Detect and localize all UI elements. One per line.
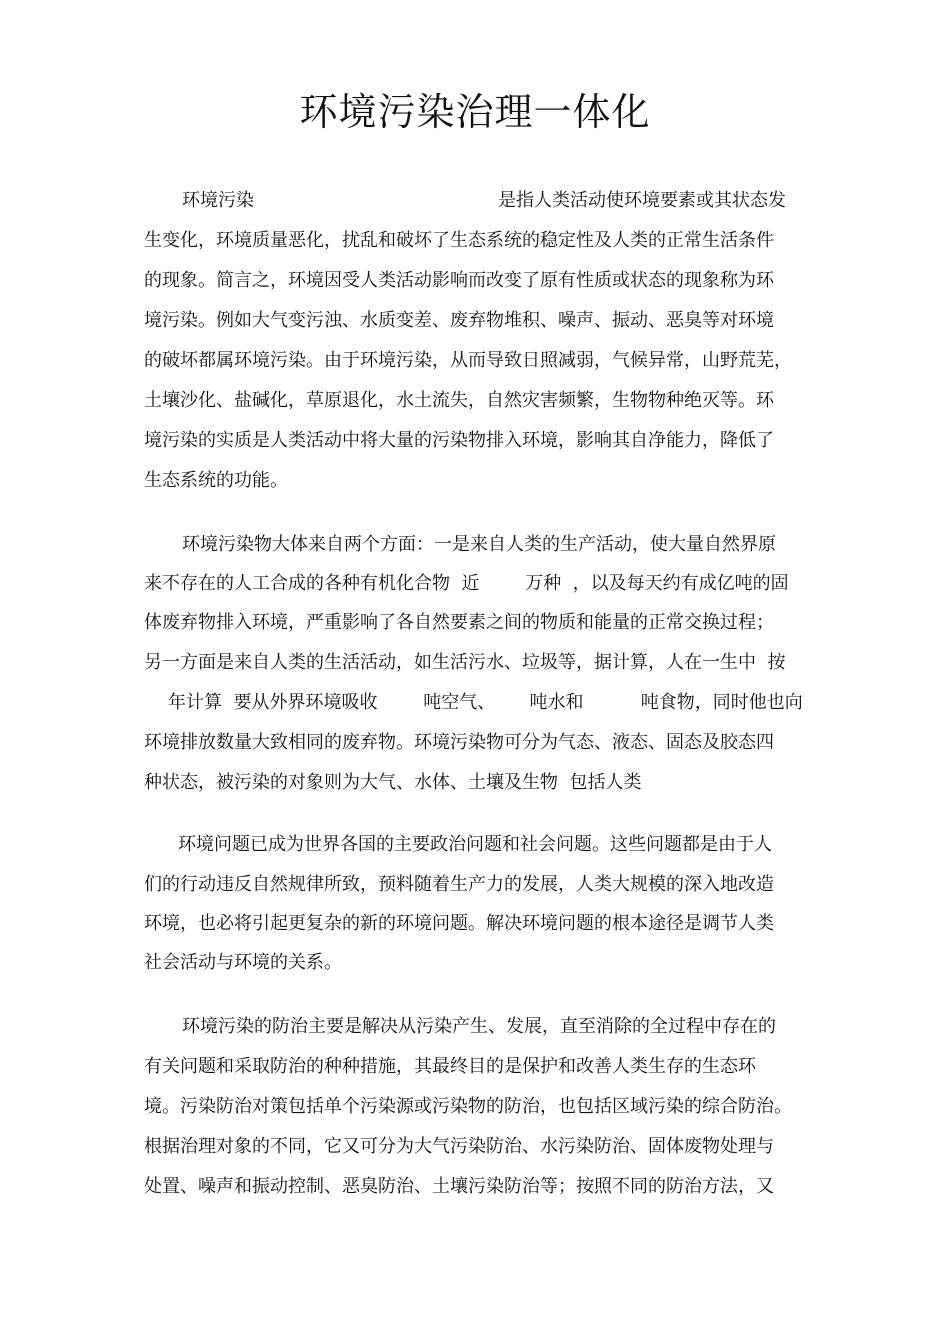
paragraph-4-line-1: 环境污染的防治主要是解决从污染产生、发展，直至消除的全过程中存在的 [182, 1016, 776, 1037]
paragraph-2-line-3: 体废弃物排入环境，严重影响了各自然要素之间的物质和能量的正常交换过程； [144, 612, 774, 633]
paragraph-2-line-2: 来不存在的人工合成的各种有机化合物 近 万种 ，以及每天约有成亿吨的固 [144, 573, 789, 594]
paragraph-1-line-3: 的现象。简言之，环境因受人类活动影响而改变了原有性质或状态的现象称为环 [144, 270, 774, 291]
paragraph-3-line-1: 环境问题已成为世界各国的主要政治问题和社会问题。这些问题都是由于人 [178, 834, 772, 855]
paragraph-4-line-2: 有关问题和采取防治的种种措施，其最终目的是保护和改善人类生存的生态环 [144, 1056, 756, 1077]
paragraph-2-line-4: 另一方面是来自人类的生活活动，如生活污水、垃圾等，据计算，人在一生中 按 [144, 652, 786, 673]
paragraph-1-line-4: 境污染。例如大气变污浊、水质变差、废弃物堆积、噪声、振动、恶臭等对环境 [144, 310, 774, 331]
paragraph-3-line-3: 环境，也必将引起更复杂的新的环境问题。解决环境问题的根本途径是调节人类 [144, 913, 774, 934]
paragraph-1-line-7: 境污染的实质是人类活动中将大量的污染物排入环境，影响其自净能力，降低了 [144, 430, 774, 451]
paragraph-4-line-4: 根据治理对象的不同，它又可分为大气污染防治、水污染防治、固体废物处理与 [144, 1136, 774, 1157]
paragraph-1-line-2: 生变化，环境质量恶化，扰乱和破坏了生态系统的稳定性及人类的正常生活条件 [144, 230, 774, 251]
paragraph-3-line-2: 们的行动违反自然规律所致，预料随着生产力的发展，人类大规模的深入地改造 [144, 874, 774, 895]
paragraph-2-line-7: 种状态，被污染的对象则为大气、水体、土壤及生物 包括人类 [144, 772, 642, 793]
paragraph-2-line-5: 年计算 要从外界环境吸收 吨空气、 吨水和 吨食物，同时他也向 [168, 692, 803, 713]
paragraph-2-line-1: 环境污染物大体来自两个方面：一是来自人类的生产活动，使大量自然界原 [182, 534, 776, 555]
paragraph-1-line-8: 生态系统的功能。 [144, 470, 288, 491]
paragraph-4-line-5: 处置、噪声和振动控制、恶臭防治、土壤污染防治等；按照不同的防治方法，又 [144, 1176, 774, 1197]
paragraph-3-line-4: 社会活动与环境的关系。 [144, 952, 342, 973]
paragraph-1-line-1b: 是指人类活动使环境要素或其状态发 [498, 190, 786, 211]
paragraph-1-line-1: 环境污染 [182, 190, 254, 211]
document-title: 环境污染治理一体化 [299, 90, 651, 134]
paragraph-1-line-6: 土壤沙化、盐碱化，草原退化，水土流失，自然灾害频繁，生物物种绝灭等。环 [144, 390, 774, 411]
paragraph-2-line-6: 环境排放数量大致相同的废弃物。环境污染物可分为气态、液态、固态及胶态四 [144, 732, 774, 753]
paragraph-4-line-3: 境。污染防治对策包括单个污染源或污染物的防治，也包括区域污染的综合防治。 [144, 1096, 792, 1117]
paragraph-1-line-5: 的破坏都属环境污染。由于环境污染，从而导致日照减弱，气候异常，山野荒芜， [144, 350, 792, 371]
